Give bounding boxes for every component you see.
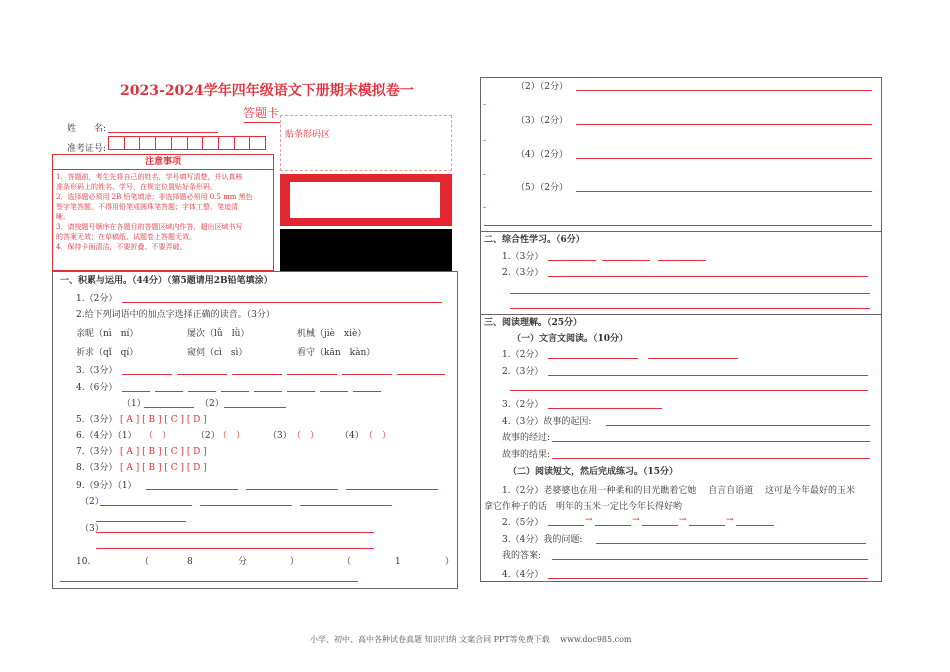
q4-sub2-label: （2） xyxy=(200,399,224,409)
q5-label: 5.（3分） xyxy=(76,415,118,425)
q9-line[interactable] xyxy=(246,489,338,490)
q9-label: 9.（9分）（1） xyxy=(76,481,137,491)
q10-part: ） xyxy=(290,557,300,567)
s3-q4-label: 4.（3分）故事的起因: xyxy=(502,417,592,427)
q10-line[interactable] xyxy=(60,581,358,582)
q9-line[interactable] xyxy=(346,489,438,490)
q9-line[interactable] xyxy=(200,505,292,506)
q6-blank[interactable]: （ ） xyxy=(364,431,392,441)
notice-item: 2．选择题必须用 2B 铅笔填涂；非选择题必须用 0.5 mm 黑色 xyxy=(56,193,253,201)
s3-q1-label: 1.（2分） xyxy=(502,350,544,360)
pinyin-word: 屡次（lǚ lǜ） xyxy=(187,329,250,339)
s3-q4-line[interactable] xyxy=(552,458,870,459)
q3-line[interactable] xyxy=(397,374,445,375)
section-2-divider xyxy=(480,231,882,232)
s3-q2-line[interactable] xyxy=(510,390,868,391)
s3-q3-label: 3.（2分） xyxy=(502,400,544,410)
q10-label: 10. xyxy=(76,557,91,567)
q3-line[interactable] xyxy=(342,374,392,375)
q1-answer-line[interactable] xyxy=(122,302,442,303)
s3-p2-q3-b-label: 我的答案: xyxy=(502,551,542,561)
q7-label: 7.（3分） xyxy=(76,447,118,457)
section-3-title: 三、阅读理解。（25分） xyxy=(484,318,583,328)
q6-blank[interactable]: （ ） xyxy=(144,431,172,441)
q4-sub1-label: （1） xyxy=(122,399,146,409)
s3-p2-q1-text: 拿它作种子的话 明年的玉米一定比今年长得好哟 xyxy=(484,502,683,512)
s3-p2-q3-line[interactable] xyxy=(596,543,866,544)
q7-options[interactable]: [ A ] [ B ] [ C ] [ D ] xyxy=(120,447,207,457)
q10-part: 1 xyxy=(395,557,401,567)
q9-line[interactable] xyxy=(300,505,392,506)
s2-q1-line[interactable] xyxy=(602,260,650,261)
q9-sub2-label: （2） xyxy=(80,497,104,507)
q3-line[interactable] xyxy=(122,374,172,375)
name-field[interactable] xyxy=(108,132,218,133)
s3-q4-line[interactable] xyxy=(552,441,870,442)
s3-q1-line[interactable] xyxy=(548,358,638,359)
q4-sub1-line[interactable] xyxy=(144,407,194,408)
notice-box xyxy=(52,154,274,271)
q3-label: 3.（3分） xyxy=(76,366,118,376)
q9-line[interactable] xyxy=(100,505,192,506)
barcode-label: 贴条形码区 xyxy=(285,130,331,140)
s3-p2-q3-label: 3.（4分）我的问题: xyxy=(502,535,583,545)
s3-q2-label: 2.（3分） xyxy=(502,367,544,377)
q4-line[interactable] xyxy=(254,391,282,392)
cont-item-label: （3）（2分） xyxy=(516,116,568,126)
q6-blank[interactable]: （ ） xyxy=(218,431,246,441)
q4-label: 4.（6分） xyxy=(76,383,118,393)
q8-label: 8.（3分） xyxy=(76,463,118,473)
barcode-area xyxy=(280,115,452,171)
cont-dash: - xyxy=(483,136,487,146)
q4-line[interactable] xyxy=(188,391,216,392)
subtitle-underline xyxy=(244,122,280,123)
q4-line[interactable] xyxy=(122,391,150,392)
cont-item-label: （4）（2分） xyxy=(516,150,568,160)
q10-part: （ xyxy=(342,557,352,567)
cont-line[interactable] xyxy=(576,191,872,192)
pinyin-word: 机械（jiè xiè） xyxy=(297,329,367,339)
s3-q4-c-label: 故事的结果: xyxy=(502,450,551,460)
notice-item: 的答案无效；在草稿纸、试题卷上答题无效。 xyxy=(56,233,196,241)
s3-p2-q2-label: 2.（5分） xyxy=(502,518,544,528)
pinyin-word: 窥伺（cì sì） xyxy=(187,348,248,358)
name-label: 姓 名: xyxy=(67,124,107,134)
q6-blank[interactable]: （ ） xyxy=(292,431,320,441)
notice-item: 晰。 xyxy=(56,213,70,221)
pinyin-word: 祈求（qǐ qí） xyxy=(76,348,139,358)
cont-line[interactable] xyxy=(484,225,872,226)
s3-q3-line[interactable] xyxy=(548,408,662,409)
section-2-title: 二、综合性学习。（6分） xyxy=(484,235,585,245)
q4-line[interactable] xyxy=(155,391,183,392)
q9-line[interactable] xyxy=(96,532,374,533)
notice-item: 4．保持卡面清洁，不要折叠、不要弄破。 xyxy=(56,243,187,251)
cont-line[interactable] xyxy=(576,158,872,159)
notice-item: 3．请按题号顺序在各题目的答题区域内作答，超出区域书写 xyxy=(56,223,243,231)
q1-label: 1.（2分） xyxy=(76,294,118,304)
s3-p2-q1-text: 1.（2分）老婆婆也在用一种柔和的目光瞧着它她 自言自语道 这可是今年最好的玉米 xyxy=(502,486,856,496)
s2-q2-line[interactable] xyxy=(510,293,870,294)
q4-sub2-line[interactable] xyxy=(224,407,286,408)
s2-q1-line[interactable] xyxy=(658,260,706,261)
q3-line[interactable] xyxy=(287,374,337,375)
s3-q4-line[interactable] xyxy=(606,425,870,426)
fill-example-black xyxy=(280,229,452,271)
q4-line[interactable] xyxy=(320,391,348,392)
q3-line[interactable] xyxy=(177,374,227,375)
cont-dash: - xyxy=(483,170,487,180)
cont-item-label: （2）（2分） xyxy=(516,82,568,92)
q4-line[interactable] xyxy=(353,391,381,392)
section-1-title: 一、积累与运用。（44分）（第5题请用2B铅笔填涂） xyxy=(60,276,273,286)
q6-sub-label: （4） xyxy=(340,431,364,441)
cont-dash: - xyxy=(483,100,487,110)
exam-no-boxes[interactable] xyxy=(108,136,266,150)
notice-title: 注意事项 xyxy=(145,157,182,167)
q10-part: 分 xyxy=(238,557,248,567)
s3-p2-q4-line[interactable] xyxy=(548,578,868,579)
s2-q1-line[interactable] xyxy=(548,260,596,261)
q5-options[interactable]: [ A ] [ B ] [ C ] [ D ] xyxy=(120,415,207,425)
pinyin-word: 看守（kān kàn） xyxy=(297,348,376,358)
cont-dash: - xyxy=(483,203,487,213)
q4-line[interactable] xyxy=(221,391,249,392)
q4-line[interactable] xyxy=(287,391,315,392)
s2-q2-line[interactable] xyxy=(510,308,870,309)
q9-line[interactable] xyxy=(96,548,374,549)
q3-line[interactable] xyxy=(232,374,282,375)
q6-sub-label: （3） xyxy=(268,431,292,441)
q9-sub3-label: （3） xyxy=(80,524,104,534)
s3-part1-title: （一）文言文阅读。（10分） xyxy=(512,334,629,344)
q10-part: 8 xyxy=(187,557,193,567)
s3-p2-q3-line[interactable] xyxy=(552,559,868,560)
s2-q1-label: 1.（3分） xyxy=(502,252,544,262)
exam-no-label: 准考证号: xyxy=(67,144,107,154)
s2-q2-line[interactable] xyxy=(548,276,868,277)
s3-q2-line[interactable] xyxy=(548,375,868,376)
q9-line[interactable] xyxy=(146,489,238,490)
page-title: 2023-2024学年四年级语文下册期末模拟卷一 xyxy=(120,83,414,99)
q9-line[interactable] xyxy=(96,521,186,522)
q2-label: 2.给下列词语中的加点字选择正确的读音。（3分） xyxy=(76,310,275,320)
fill-example-red xyxy=(280,174,452,226)
footer-text: 小学、初中、高中各种试卷真题 知识归纳 文案合同 PPT等免费下载 www.doc985.com xyxy=(310,635,632,644)
s3-p2-q2-chain[interactable]: → → → → xyxy=(548,515,780,529)
q6-label: 6.（4分）（1） xyxy=(76,431,137,441)
cont-item-label: （5）（2分） xyxy=(516,183,568,193)
section-3-divider xyxy=(480,314,882,315)
pinyin-word: 亲昵（nì ní） xyxy=(76,329,139,339)
s3-q1-line[interactable] xyxy=(648,358,738,359)
q8-options[interactable]: [ A ] [ B ] [ C ] [ D ] xyxy=(120,463,207,473)
notice-item: 1．答题前，考生先将自己的姓名，学号填写清楚，并认真核 xyxy=(56,173,243,181)
s3-p2-q4-label: 4.（4分） xyxy=(502,570,544,580)
cont-line[interactable] xyxy=(576,90,872,91)
card-subtitle: 答题卡 xyxy=(243,106,280,120)
notice-item: 签字笔答题，不得用铅笔或圆珠笔答题；字体工整、笔迹清 xyxy=(56,203,238,211)
s3-part2-title: （二）阅读短文，然后完成练习。（15分） xyxy=(508,467,679,477)
q10-part: （ xyxy=(140,557,150,567)
cont-line[interactable] xyxy=(576,124,872,125)
s2-q2-label: 2.（3分） xyxy=(502,268,544,278)
notice-item: 准条形码上的姓名、学号，在规定位置贴好条形码。 xyxy=(56,183,217,191)
q10-part: ） xyxy=(445,557,455,567)
q6-sub-label: （2） xyxy=(196,431,220,441)
s3-q4-b-label: 故事的经过: xyxy=(502,433,551,443)
